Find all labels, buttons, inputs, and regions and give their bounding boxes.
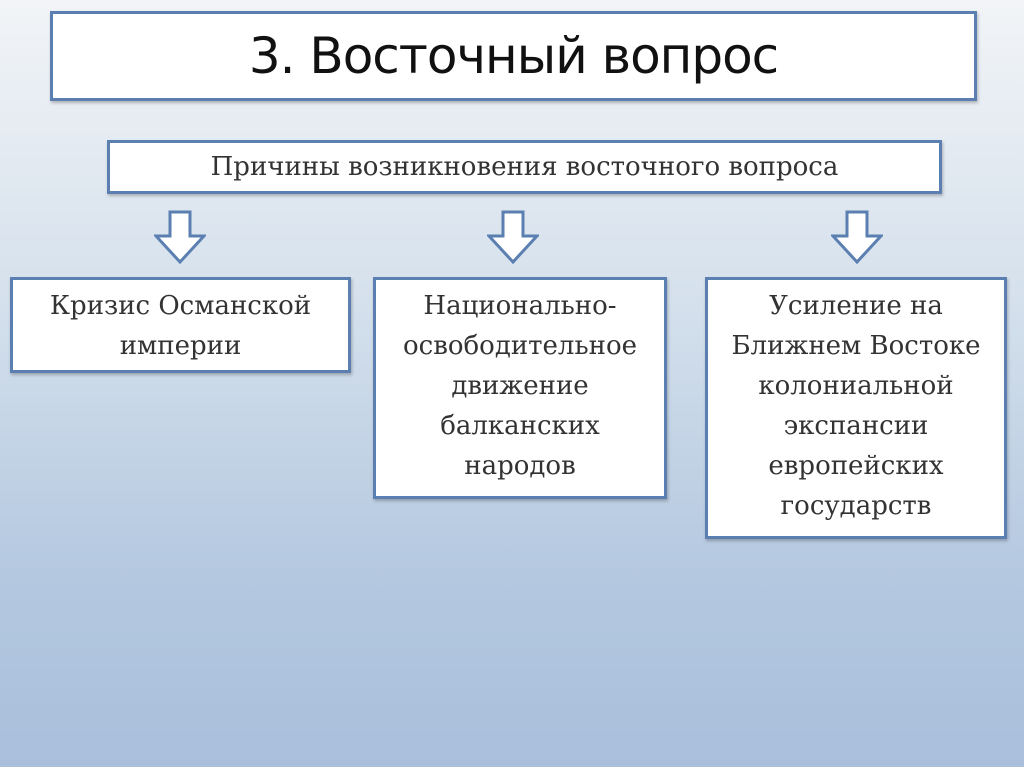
slide-title: 3. Восточный вопрос bbox=[248, 27, 779, 85]
cause-box-balkan-movement bbox=[373, 277, 667, 499]
causes-heading: Причины возникновения восточного вопроса bbox=[210, 152, 839, 182]
cause-text: Национально- освободительное движение балканских народов bbox=[403, 291, 637, 481]
slide-title-box bbox=[50, 11, 977, 101]
down-arrow-icon bbox=[154, 210, 206, 264]
cause-box-ottoman-crisis bbox=[10, 277, 351, 373]
causes-heading-box bbox=[107, 140, 942, 194]
cause-box-colonial-expansion bbox=[705, 277, 1007, 539]
down-arrow-icon bbox=[487, 210, 539, 264]
cause-text: Усиление на Ближнем Востоке колониальной экспансии европейских государств bbox=[731, 291, 981, 521]
down-arrow-icon bbox=[831, 210, 883, 264]
cause-text: Кризис Османской империи bbox=[49, 291, 312, 361]
